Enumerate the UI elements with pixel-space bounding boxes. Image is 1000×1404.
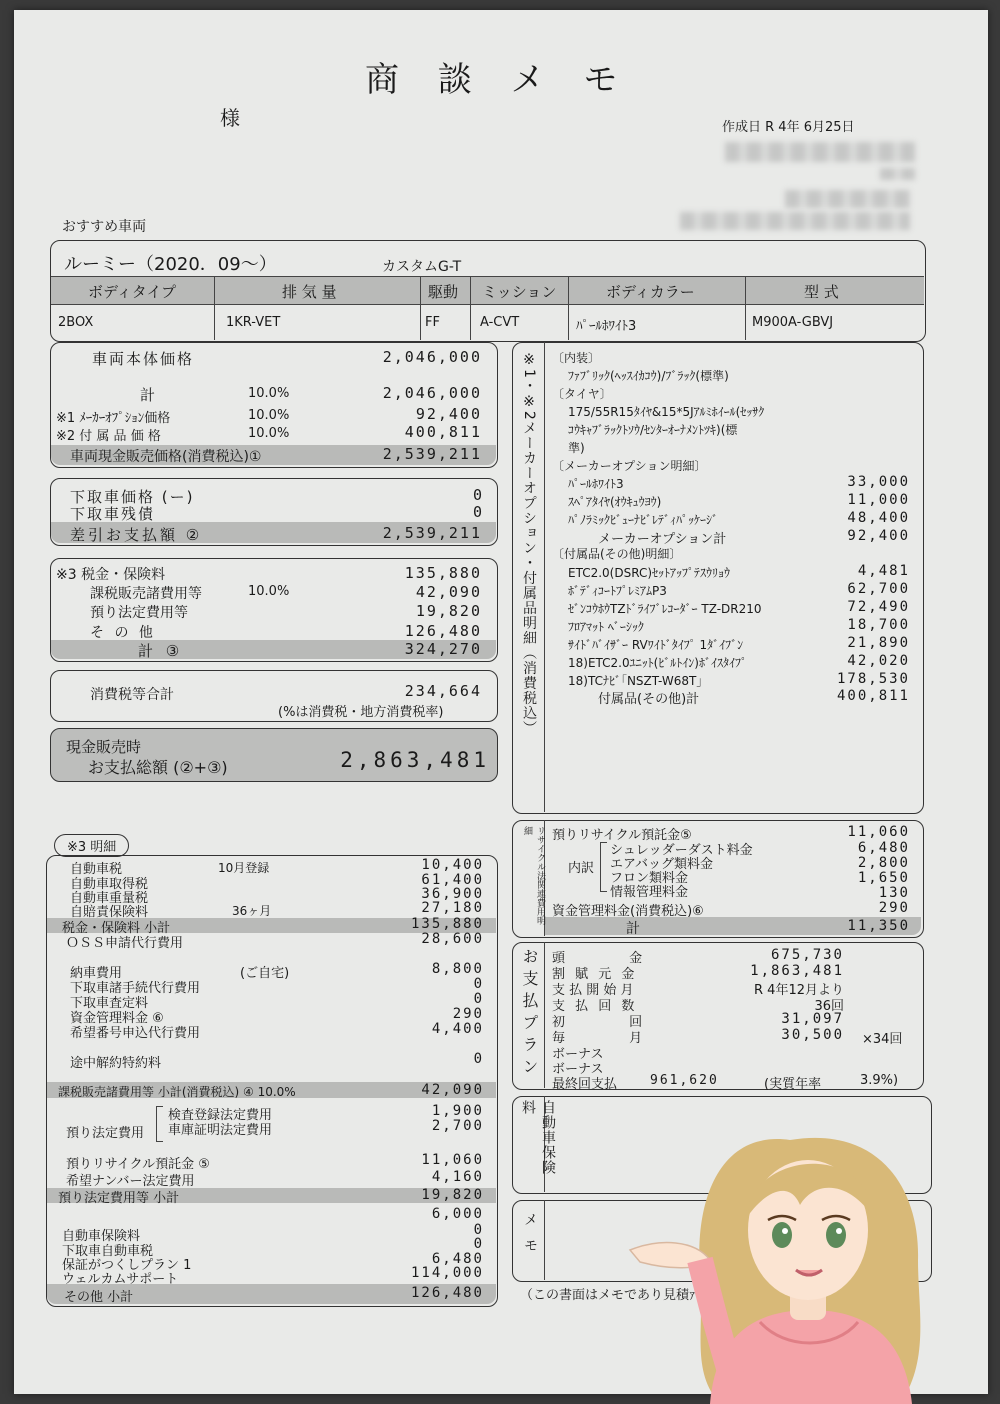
option-item: ｽﾍﾟｱﾀｲﾔ(ｵｳｷｭｳﾖｳ): [568, 495, 662, 509]
col-drive: 駆動: [428, 283, 459, 301]
principal-label: 割 賦 元 金: [552, 967, 638, 982]
accessory-item: ETC2.0(DSRC)ｾｯﾄｱｯﾌﾟﾃｽｳﾘｮｳ: [568, 566, 731, 580]
detail-row-value: 11,060: [421, 1152, 484, 1168]
net-payment-label: 差引お支払額 ②: [70, 526, 203, 544]
detail-row-value: 290: [452, 1006, 484, 1022]
option-value: 11,000: [847, 492, 910, 508]
detail-row-label: 下取車諸手続代行費用: [70, 981, 201, 996]
final-payment-value: 961,620: [650, 1073, 719, 1088]
apr-value: 3.9%): [860, 1073, 899, 1088]
recycle-item: 情報管理料金: [610, 885, 689, 900]
maker-option-value: 92,400: [415, 405, 482, 423]
accessory-label: ※2 付 属 品 価 格: [56, 429, 161, 444]
detail-row-label: 資金管理料金 ⑥: [70, 1011, 164, 1026]
taxable-fee-value: 42,090: [415, 583, 482, 601]
memo-footer-note: （この書面はメモであり見積ｧ: [520, 1288, 696, 1303]
payment-count-label: 支 払 回 数: [552, 999, 638, 1014]
redacted-info: [880, 168, 915, 180]
net-payment-value: 2,539,211: [382, 524, 482, 542]
payment-count-value: 36回: [814, 999, 844, 1014]
other-value: 126,480: [404, 622, 482, 640]
cash-total-value: 2,863,481: [340, 748, 490, 772]
recycle-item-value: 1,650: [857, 870, 910, 886]
monthly-times: ×34回: [862, 1032, 903, 1047]
down-payment-value: 675,730: [770, 947, 844, 963]
detail-row-label: 預り法定費用: [66, 1126, 145, 1141]
recycle-item: フロン類料金: [610, 871, 689, 886]
payment-side-label: お支払プラン: [520, 948, 539, 1080]
detail-subtotal-label: 預り法定費用等 小計: [58, 1191, 180, 1206]
recycle-deposit-label: 預りリサイクル預託金⑤: [552, 828, 692, 843]
first-payment-label: 初 回: [552, 1015, 673, 1030]
breakdown-label: 内訳: [568, 861, 595, 876]
accessory-item-value: 18,700: [847, 617, 910, 633]
accessory-item: 18)TCﾅﾋﾞ｢NSZT-W68T｣: [568, 674, 703, 688]
accessory-total: 400,811: [836, 688, 910, 704]
trade-in-label: 下取車価格 (ー): [70, 488, 195, 506]
detail-subtotal-value: 135,880: [410, 916, 484, 932]
insurance-side-label: 自動車保険料: [520, 1100, 556, 1175]
body-price-label: 車両本体価格: [92, 350, 195, 368]
accessory-item: ｾﾞﾝｺｳﾎｳTZﾄﾞﾗｲﾌﾞﾚｺｰﾀﾞｰ TZ-DR210: [568, 602, 762, 616]
created-date: 作成日 R 4年 6月25日: [722, 120, 855, 135]
detail-row-value: 61,400: [421, 872, 484, 888]
detail-row-label: 納車費用: [70, 966, 123, 981]
detail-row-label: 自動車取得税: [70, 877, 149, 892]
option-value: 33,000: [847, 474, 910, 490]
detail-row-value: 0: [473, 991, 484, 1007]
option-item: ﾊﾟｰﾙﾎﾜｲﾄ3: [568, 477, 624, 491]
detail-row-label: 希望ナンバー法定費用: [66, 1174, 195, 1189]
cash-total-label-1: 現金販売時: [66, 738, 142, 756]
body-price-value: 2,046,000: [382, 348, 482, 366]
consumption-tax-note: (%は消費税・地方消費税率): [278, 705, 444, 720]
trade-remain-label: 下取車残債: [70, 505, 156, 523]
fund-management-label: 資金管理料金(消費税込)⑥: [552, 904, 704, 919]
detail-row-value: 6,000: [431, 1206, 484, 1222]
recycle-total-value: 11,350: [847, 918, 910, 934]
redacted-info: [785, 190, 910, 208]
col-mission: ミッション: [482, 283, 557, 301]
val-drive: FF: [425, 315, 440, 330]
recycle-deposit-value: 11,060: [847, 824, 910, 840]
val-displacement: 1KR-VET: [226, 315, 281, 330]
detail3-title: ※3 明細: [54, 834, 129, 857]
price-total-value: 2,046,000: [382, 384, 482, 402]
detail-row-label: 下取車査定料: [70, 996, 149, 1011]
memo-side-label: メモ: [522, 1212, 538, 1264]
maker-option-rate: 10.0%: [248, 408, 290, 423]
accessory-item-value: 42,020: [847, 653, 910, 669]
detail-row-value: 0: [473, 1051, 484, 1067]
detail-row-label: 預りリサイクル預託金 ⑤: [66, 1157, 210, 1172]
consumption-tax-label: 消費税等合計: [90, 687, 174, 703]
vehicle-grade: カスタムG-T: [382, 259, 462, 275]
detail-subtotal-label: その他 小計: [64, 1290, 134, 1305]
legal-fee-value: 19,820: [415, 602, 482, 620]
detail-row-label: 自賠責保険料: [70, 905, 149, 920]
accessory-total-label: 付属品(その他)計: [598, 692, 700, 707]
detail-row-label: 途中解約特約料: [70, 1056, 162, 1071]
accessory-item-value: 62,700: [847, 581, 910, 597]
detail-row-value: 4,400: [431, 1021, 484, 1037]
accessory-item: ﾎﾞﾃﾞｨｺｰﾄﾌﾟﾚﾐｱﾑP3: [568, 584, 667, 598]
cash-total-label-2: お支払総額 (②+③): [88, 758, 228, 777]
detail-row-label: ＯＳＳ申請代行費用: [66, 936, 184, 951]
recycle-item: シュレッダーダスト料金: [610, 843, 753, 858]
detail-row-value: 4,160: [431, 1169, 484, 1185]
recommended-label: おすすめ車両: [62, 219, 147, 235]
accessory-item-value: 21,890: [847, 635, 910, 651]
bonus-label: ボーナス: [552, 1047, 604, 1062]
price-total-rate: 10.0%: [248, 386, 290, 401]
maker-option-total-label: メーカーオプション計: [598, 532, 727, 547]
detail-row-label: 下取車自動車税: [62, 1244, 154, 1259]
col-body-type: ボディタイプ: [88, 283, 177, 301]
detail-row-label: 自動車保険料: [62, 1229, 141, 1244]
tax-total-value: 324,270: [404, 640, 482, 658]
tire-value-3: 準): [568, 441, 585, 455]
start-month-value: R 4年12月より: [754, 983, 844, 998]
bonus-label: ボーナス: [552, 1062, 604, 1077]
detail-row-value: 36,900: [421, 886, 484, 902]
recycle-item-value: 2,800: [857, 855, 910, 871]
accessory-item-value: 178,530: [836, 671, 910, 687]
detail-row-value: 0: [473, 1222, 484, 1238]
cash-price-label: 車両現金販売価格(消費税込)①: [70, 449, 262, 465]
legal-fee-label: 預り法定費用等: [90, 605, 188, 621]
maker-option-heading: 〔メーカーオプション明細〕: [552, 459, 707, 473]
detail-subtotal-value: 126,480: [410, 1285, 484, 1301]
recycle-item-value: 130: [878, 885, 910, 901]
detail-row-value: 2,700: [431, 1118, 484, 1134]
trade-in-value: 0: [472, 486, 482, 504]
accessory-item: ﾌﾛｱﾏｯﾄ ﾍﾞｰｼｯｸ: [568, 620, 644, 634]
customer-suffix: 様: [220, 106, 240, 130]
interior-heading: 〔内装〕: [552, 351, 601, 365]
cash-price-value: 2,539,211: [382, 445, 482, 463]
val-model: M900A-GBVJ: [752, 315, 834, 330]
principal-value: 1,863,481: [750, 963, 844, 979]
accessory-heading: 〔付属品(その他)明細〕: [552, 547, 682, 561]
col-color: ボディカラー: [606, 283, 695, 301]
detail-row-sub: 検査登録法定費用: [168, 1108, 273, 1123]
detail-row-label: 希望番号申込代行費用: [70, 1026, 201, 1041]
vehicle-name: ルーミー（2020．09〜）: [64, 254, 277, 275]
col-displacement: 排 気 量: [282, 283, 337, 301]
accessory-value: 400,811: [404, 423, 482, 441]
detail-row-value: 1,900: [431, 1103, 484, 1119]
taxable-fee-rate: 10.0%: [248, 584, 290, 599]
detail-row-value: 114,000: [410, 1265, 484, 1281]
options-side-label: ※1・※2メーカーオプション・付属品明細（消費税込）: [521, 352, 537, 736]
maker-option-total: 92,400: [847, 528, 910, 544]
option-item: ﾊﾟﾉﾗﾐｯｸﾋﾞｭｰﾅﾋﾞﾚﾃﾞｨﾊﾟｯｹｰｼﾞ: [568, 513, 719, 527]
interior-value: ﾌｧﾌﾞﾘｯｸ(ﾍｯｽｲｶｺｳ)/ﾌﾞﾗｯｸ(標準): [568, 369, 729, 383]
presenter-illustration: [600, 1110, 990, 1404]
val-mission: A-CVT: [480, 315, 520, 330]
first-payment-value: 31,097: [781, 1011, 844, 1027]
detail-row-note: (ご自宅): [240, 966, 290, 981]
price-total-label: 計: [140, 386, 156, 404]
accessory-rate: 10.0%: [248, 426, 290, 441]
tax-label: ※3 税金・保険料: [56, 567, 166, 583]
detail-row-sub: 車庫証明法定費用: [168, 1123, 273, 1138]
monthly-label: 毎 月: [552, 1031, 673, 1046]
detail-row-label: 自動車税: [70, 862, 123, 877]
tax-value: 135,880: [404, 564, 482, 582]
maker-option-label: ※1 ﾒｰｶｰｵﾌﾟｼｮﾝ価格: [56, 411, 171, 426]
start-month-label: 支 払 開 始 月: [552, 983, 634, 998]
detail-row-value: 8,800: [431, 961, 484, 977]
detail-row-note: 36ヶ月: [232, 904, 272, 918]
detail-row-value: 0: [473, 976, 484, 992]
recycle-total-label: 計: [626, 921, 640, 937]
detail-row-label: 保証がつくしプラン 1: [62, 1258, 192, 1273]
tax-total-label: 計 ③: [138, 642, 184, 660]
redacted-info: [680, 212, 910, 230]
val-color: ﾊﾟｰﾙﾎﾜｲﾄ3: [576, 319, 637, 334]
tire-value-1: 175/55R15ﾀｲﾔ&15*5Jｱﾙﾐﾎｲｰﾙ(ｾｯｻｸ: [568, 405, 765, 419]
redacted-info: [725, 142, 915, 162]
detail-row-label: ウェルカムサポート: [62, 1272, 179, 1287]
final-payment-label: 最終回支払: [552, 1077, 618, 1092]
detail-subtotal-value: 42,090: [421, 1082, 484, 1098]
trade-remain-value: 0: [472, 503, 482, 521]
other-label: そ の 他: [90, 625, 156, 641]
down-payment-label: 頭 金: [552, 951, 673, 966]
detail-row-value: 27,180: [421, 900, 484, 916]
detail-row-value: 0: [473, 1236, 484, 1252]
option-value: 48,400: [847, 510, 910, 526]
detail-subtotal-label: 課税販売諸費用等 小計(消費税込) ④ 10.0%: [58, 1085, 296, 1099]
accessory-item: ｻｲﾄﾞﾊﾞｲｻﾞｰ RVﾜｲﾄﾞﾀｲﾌﾟ 1ﾀﾞｲﾌﾞﾝ: [568, 638, 744, 652]
page-title: 商 談 メ モ: [365, 60, 632, 100]
recycle-item: エアバッグ類料金: [610, 857, 713, 872]
accessory-item-value: 72,490: [847, 599, 910, 615]
taxable-fee-label: 課税販売諸費用等: [90, 586, 202, 602]
detail-row-value: 10,400: [421, 857, 484, 873]
tire-heading: 〔タイヤ〕: [552, 387, 612, 401]
col-model: 型 式: [804, 283, 839, 301]
detail-row-note: 10月登録: [218, 861, 270, 875]
accessory-item: 18)ETC2.0ﾕﾆｯﾄ(ﾋﾞﾙﾄｲﾝ)ﾎﾞｲｽﾀｲﾌﾟ: [568, 656, 747, 670]
tire-value-2: ｺｳｷｬﾌﾞﾗｯｸﾄｿｳ/ｾﾝﾀｰｵｰﾅﾒﾝﾄﾂｷ)(標: [568, 423, 738, 437]
apr-label: (実質年率: [764, 1077, 822, 1092]
detail-row-value: 28,600: [421, 931, 484, 947]
val-body-type: 2BOX: [58, 315, 94, 330]
recycle-item-value: 6,480: [857, 840, 910, 856]
consumption-tax-value: 234,664: [404, 682, 482, 700]
accessory-item-value: 4,481: [857, 563, 910, 579]
fund-management-value: 290: [878, 900, 910, 916]
recycle-side-label: リサイクル法関連費用明細: [522, 826, 545, 925]
detail-subtotal-value: 19,820: [421, 1187, 484, 1203]
detail-subtotal-label: 税金・保険料 小計: [62, 921, 171, 936]
detail-row-value: 6,480: [431, 1251, 484, 1267]
monthly-value: 30,500: [781, 1027, 844, 1043]
detail-row-label: 自動車重量税: [70, 891, 149, 906]
